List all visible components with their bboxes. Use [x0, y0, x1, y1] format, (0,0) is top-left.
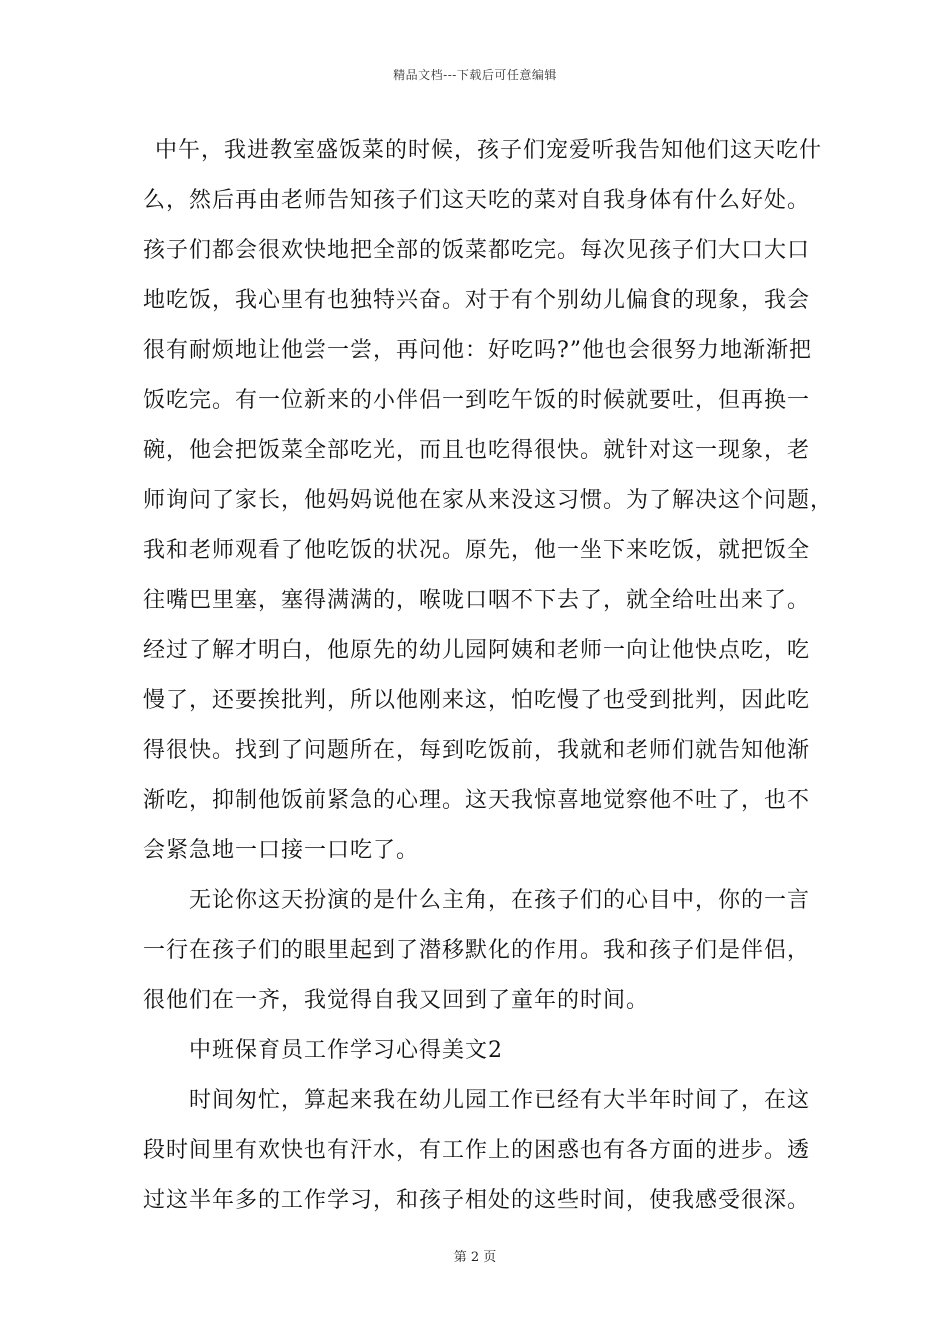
paragraph-line: 一行在孩子们的眼里起到了潜移默化的作用。我和孩子们是伴侣，: [143, 938, 811, 963]
paragraph-line: 很他们在一齐，我觉得自我又回到了童年的时间。: [143, 988, 650, 1013]
paragraph-line: 碗，他会把饭菜全部吃光，而且也吃得很快。就针对这一现象，老: [143, 438, 811, 463]
paragraph-line: 我和老师观看了他吃饭的状况。原先，他一坐下来吃饭，就把饭全: [143, 538, 811, 563]
paragraph-line: 得很快。找到了问题所在，每到吃饭前，我就和老师们就告知他渐: [143, 738, 811, 763]
paragraph-line: 段时间里有欢快也有汗水，有工作上的困惑也有各方面的进步。透: [143, 1138, 811, 1163]
paragraph-line: 时间匆忙，算起来我在幼儿园工作已经有大半年时间了，在这: [189, 1088, 811, 1113]
paragraph-line: 慢了，还要挨批判，所以他刚来这，怕吃慢了也受到批判，因此吃: [143, 688, 811, 713]
paragraph-line: 往嘴巴里塞，塞得满满的，喉咙口咽不下去了，就全给吐出来了。: [143, 588, 811, 613]
paragraph-line: 么，然后再由老师告知孩子们这天吃的菜对自我身体有什么好处。: [143, 188, 811, 213]
page-number: 第 2 页: [453, 1250, 497, 1265]
paragraph-line: 渐吃，抑制他饭前紧急的心理。这天我惊喜地觉察他不吐了，也不: [143, 788, 811, 813]
paragraph-line: 孩子们都会很欢快地把全部的饭菜都吃完。每次见孩子们大口大口: [143, 238, 811, 263]
paragraph-line: 中午，我进教室盛饭菜的时候，孩子们宠爱听我告知他们这天吃什: [155, 138, 823, 163]
paragraph-line: 饭吃完。有一位新来的小伴侣一到吃午饭的时候就要吐，但再换一: [143, 388, 811, 413]
page-header: 精品文档---下载后可任意编辑: [393, 68, 557, 82]
paragraph-line: 很有耐烦地让他尝一尝，再问他：好吃吗?”他也会很努力地渐渐把: [143, 338, 813, 363]
section-heading: 中班保育员工作学习心得美文2: [189, 1038, 503, 1063]
paragraph-line: 师询问了家长，他妈妈说他在家从来没这习惯。为了解决这个问题，: [143, 488, 834, 513]
document-body: [143, 126, 834, 1226]
paragraph-line: 过这半年多的工作学习，和孩子相处的这些时间，使我感受很深。: [143, 1188, 811, 1213]
paragraph-line: 经过了解才明白，他原先的幼儿园阿姨和老师一向让他快点吃，吃: [143, 638, 811, 663]
paragraph-line: 会紧急地一口接一口吃了。: [143, 838, 420, 863]
paragraph-line: 地吃饭，我心里有也独特兴奋。对于有个别幼儿偏食的现象，我会: [143, 288, 811, 313]
paragraph-line: 无论你这天扮演的是什么主角，在孩子们的心目中，你的一言: [189, 888, 811, 913]
